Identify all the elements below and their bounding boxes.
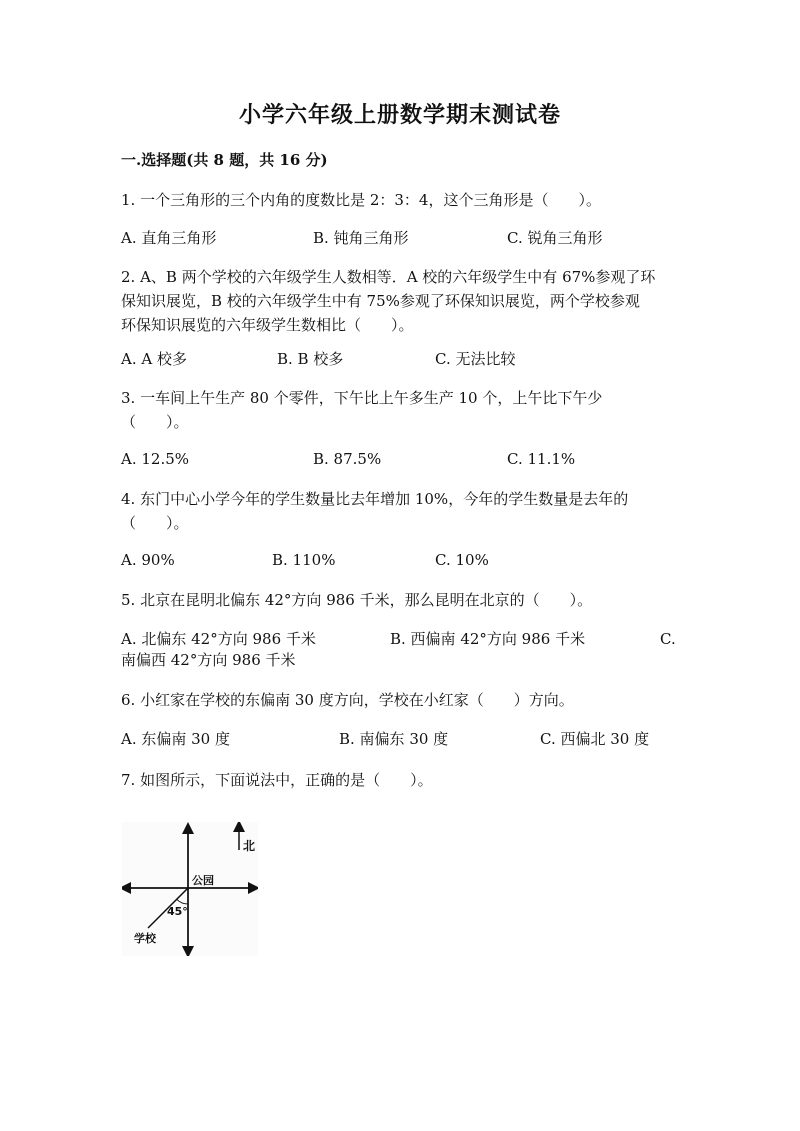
question-3-line-2: （ ）。 bbox=[121, 413, 189, 431]
question-7-text: 7. 如图所示，下面说法中，正确的是（ ）。 bbox=[121, 771, 433, 789]
question-6-text: 6. 小红家在学校的东偏南 30 度方向，学校在小红家（ ）方向。 bbox=[121, 691, 574, 709]
question-1-text: 1. 一个三角形的三个内角的度数比是 2：3：4，这个三角形是（ ）。 bbox=[121, 191, 601, 209]
question-4-line-2: （ ）。 bbox=[121, 514, 189, 532]
question-1-option-b: B. 钝角三角形 bbox=[313, 229, 409, 247]
section-heading: 一.选择题(共 8 题，共 16 分) bbox=[121, 151, 328, 169]
question-1 bbox=[121, 188, 681, 212]
question-3-option-b: B. 87.5% bbox=[313, 450, 382, 468]
direction-diagram bbox=[122, 822, 258, 956]
question-5-option-a: A. 北偏东 42°方向 986 千米 bbox=[121, 630, 316, 648]
question-2-option-a: A. A 校多 bbox=[121, 350, 187, 368]
question-4 bbox=[121, 487, 681, 535]
question-3-line-1: 3. 一车间上午生产 80 个零件，下午比上午多生产 10 个，上午比下午少 bbox=[121, 389, 603, 407]
question-2-option-c: C. 无法比较 bbox=[435, 350, 516, 368]
question-2-option-b: B. B 校多 bbox=[277, 350, 344, 368]
question-3-option-a: A. 12.5% bbox=[121, 450, 190, 468]
angle-label: 45° bbox=[167, 905, 188, 918]
question-6-option-c: C. 西偏北 30 度 bbox=[540, 730, 650, 748]
question-1-option-c: C. 锐角三角形 bbox=[507, 229, 603, 247]
north-label: 北 bbox=[243, 839, 256, 853]
park-label: 公园 bbox=[192, 874, 214, 887]
question-3 bbox=[121, 386, 681, 434]
page-title: 小学六年级上册数学期末测试卷 bbox=[238, 102, 561, 128]
question-2-line-2: 保知识展览，B 校的六年级学生中有 75%参观了环保知识展览，两个学校参观 bbox=[121, 292, 640, 310]
question-2-line-3: 环保知识展览的六年级学生数相比（ ）。 bbox=[121, 316, 414, 334]
question-3-option-c: C. 11.1% bbox=[507, 450, 576, 468]
question-4-line-1: 4. 东门中心小学今年的学生数量比去年增加 10%，今年的学生数量是去年的 bbox=[121, 490, 629, 508]
school-label: 学校 bbox=[134, 932, 156, 945]
question-6-option-b: B. 南偏东 30 度 bbox=[339, 730, 449, 748]
question-5-text: 5. 北京在昆明北偏东 42°方向 986 千米，那么昆明在北京的（ ）。 bbox=[121, 591, 593, 609]
question-4-option-b: B. 110% bbox=[272, 551, 336, 569]
question-4-option-a: A. 90% bbox=[121, 551, 175, 569]
question-2-line-1: 2. A、B 两个学校的六年级学生人数相等．A 校的六年级学生中有 67%参观了环 bbox=[121, 268, 656, 286]
question-5-option-b: B. 西偏南 42°方向 986 千米 bbox=[390, 630, 586, 648]
question-1-option-a: A. 直角三角形 bbox=[121, 229, 217, 247]
question-4-option-c: C. 10% bbox=[435, 551, 489, 569]
question-6-option-a: A. 东偏南 30 度 bbox=[121, 730, 230, 748]
question-5 bbox=[121, 588, 681, 612]
question-6 bbox=[121, 688, 681, 712]
question-7 bbox=[121, 768, 681, 792]
question-5-option-c-text: 南偏西 42°方向 986 千米 bbox=[121, 651, 296, 669]
question-5-option-c-label: C. bbox=[660, 630, 676, 648]
direction-diagram-svg bbox=[122, 822, 258, 956]
question-2 bbox=[121, 265, 681, 337]
